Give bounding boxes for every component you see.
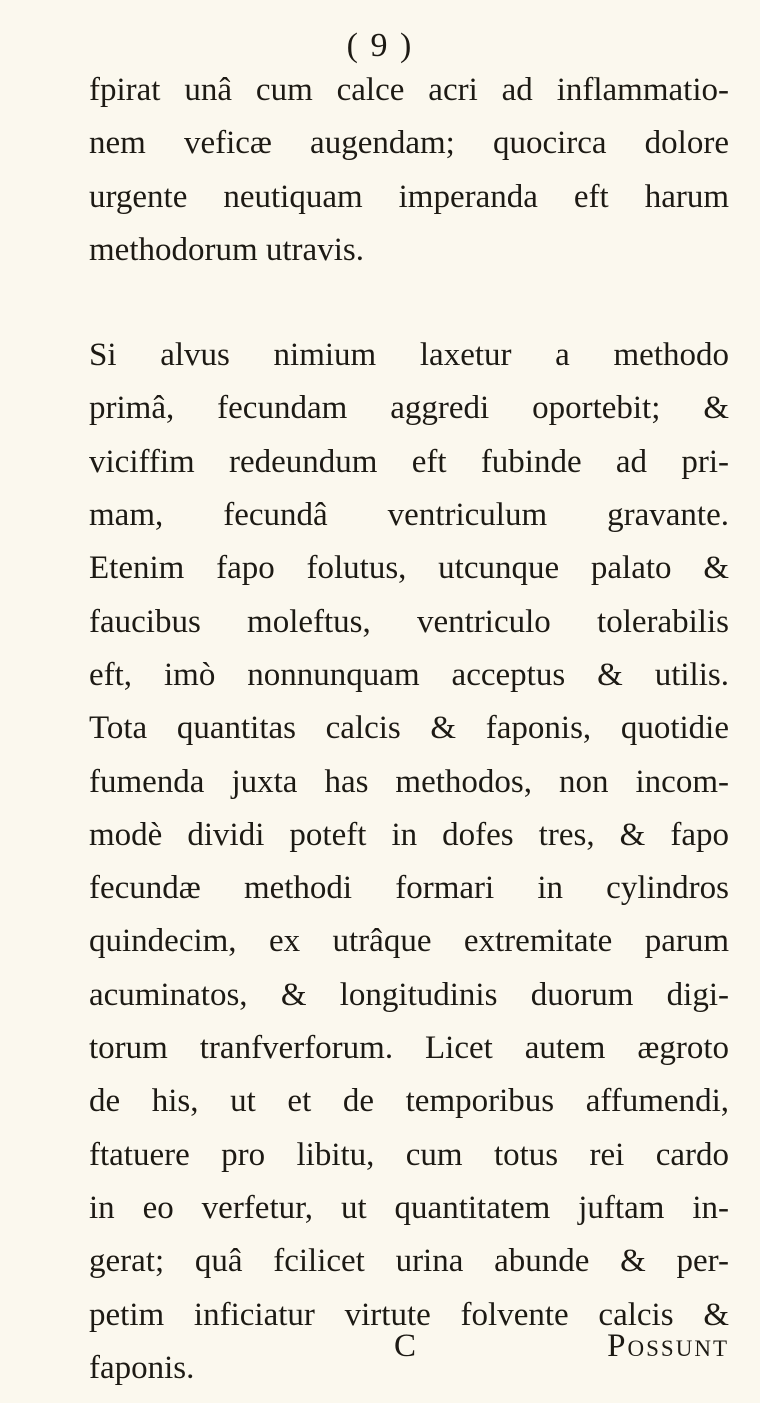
text-line: mam, fecundâ ventriculum gravante. <box>89 497 729 534</box>
text-line: nem veficæ augendam; quocirca dolore <box>89 125 729 162</box>
text-line: faponis. <box>89 1349 195 1386</box>
text-line: fumenda juxta has methodos, non incom- <box>89 763 729 800</box>
text-line: eft, imò nonnunquam acceptus & utilis. <box>89 656 729 693</box>
catchword: Possunt <box>607 1328 729 1364</box>
text-line: urgente neutiquam imperanda eft harum <box>89 178 729 215</box>
text-line: methodorum utravis. <box>89 231 364 268</box>
text-line: acuminatos, & longitudinis duorum digi- <box>89 976 729 1013</box>
text-line: primâ, fecundam aggredi oportebit; & <box>89 390 729 427</box>
text-line: torum tranfverforum. Licet autem ægroto <box>89 1030 729 1067</box>
page-number: ( 9 ) <box>346 27 414 64</box>
text-line: Tota quantitas calcis & faponis, quotidie <box>89 710 729 747</box>
text-line: ftatuere pro libitu, cum totus rei cardo <box>89 1136 729 1173</box>
text-line: viciffim redeundum eft fubinde ad pri- <box>89 443 729 480</box>
text-line: faucibus moleftus, ventriculo tolerabilis <box>89 603 729 640</box>
text-line: Etenim fapo folutus, utcunque palato & <box>89 550 729 587</box>
body-text <box>89 64 729 1395</box>
text-line: petim inficiatur virtute folvente calcis & <box>89 1296 729 1333</box>
text-line: fpirat unâ cum calce acri ad inflammatio- <box>89 72 729 108</box>
paragraph-break <box>89 277 729 329</box>
signature-mark: C <box>394 1328 417 1364</box>
text-line: fecundæ methodi formari in cylindros <box>89 870 729 907</box>
text-line: Si alvus nimium laxetur a methodo <box>89 337 729 374</box>
text-line: in eo verfetur, ut quantitatem juftam in- <box>89 1189 729 1226</box>
text-line: gerat; quâ fcilicet urina abunde & per- <box>89 1243 729 1280</box>
text-line: de his, ut et de temporibus affumendi, <box>89 1083 729 1120</box>
text-line: quindecim, ex utrâque extremitate parum <box>89 923 729 960</box>
text-line: modè dividi poteft in dofes tres, & fapo <box>89 816 729 853</box>
page-footer <box>89 1320 729 1373</box>
